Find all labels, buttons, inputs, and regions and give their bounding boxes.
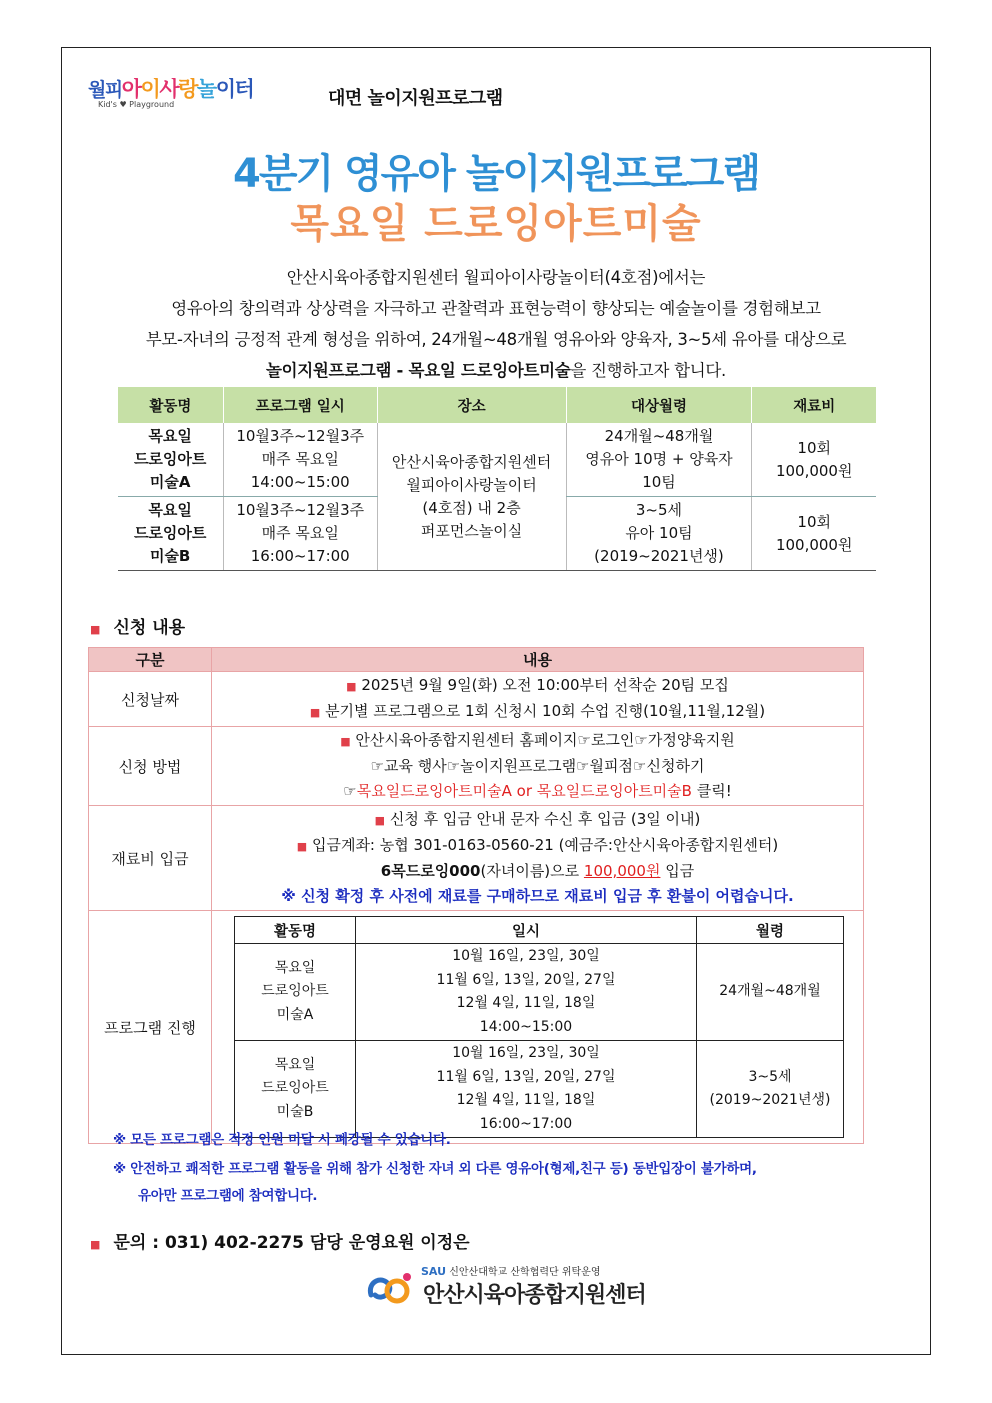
square-bullet-icon: ■ bbox=[90, 1238, 101, 1251]
content-line bbox=[213, 833, 862, 859]
cell-line: (2019~2021년생) bbox=[709, 1092, 831, 1108]
table-row bbox=[118, 423, 877, 497]
cell-line: 드로잉아트 bbox=[133, 524, 207, 542]
square-bullet-icon: ■ bbox=[309, 706, 321, 719]
cell-line: 미술B bbox=[276, 1103, 314, 1120]
content-text: 입금계좌: 농협 301-0163-0560-21 (예금주:안산시육아종합지원센터) bbox=[311, 836, 779, 854]
col-header: 구분 bbox=[89, 648, 212, 672]
square-bullet-icon: ■ bbox=[340, 735, 351, 748]
intro-line bbox=[100, 355, 892, 386]
cell-line: 미술B bbox=[149, 547, 191, 565]
cell-line: 10회 bbox=[797, 512, 831, 531]
content-line: ☞교육 행사☞놀이지원프로그램☞월피점☞신청하기 bbox=[370, 757, 705, 775]
content-text: (자녀이름)으로 bbox=[480, 862, 584, 880]
cell-line: 10월3주~12월3주 bbox=[236, 501, 365, 519]
schedule-dates bbox=[356, 944, 697, 1041]
cell-line: 16:00~17:00 bbox=[479, 1115, 573, 1132]
intro-line: 부모-자녀의 긍정적 관계 형성을 위하여, 24개월~48개월 영유아와 양육자, 3~5세 유아를 대상으로 bbox=[145, 330, 847, 349]
cell-line: 11월 6일, 13일, 20일, 27일 bbox=[436, 1068, 616, 1085]
cell-line: 10회 bbox=[797, 438, 831, 457]
cell-line: 매주 목요일 bbox=[261, 450, 339, 468]
header-subtitle: 대면 놀이지원프로그램 bbox=[328, 88, 503, 109]
note-cancel: ※ 모든 프로그램은 적정 인원 미달 시 폐강될 수 있습니다. bbox=[113, 1132, 451, 1148]
row-label: 신청 방법 bbox=[89, 727, 212, 806]
program-link-text[interactable]: 목요일드로잉아트미술A or 목요일드로잉아트미술B bbox=[356, 782, 692, 800]
col-header: 활동명 bbox=[235, 917, 356, 944]
table-row bbox=[235, 944, 844, 1041]
cell-line: 영유아 10명 + 양육자 bbox=[585, 450, 733, 468]
table-row bbox=[89, 806, 864, 911]
cell-line: 3~5세 bbox=[748, 1068, 792, 1085]
content-line bbox=[213, 859, 862, 884]
cell-line: 100,000원 bbox=[775, 461, 853, 480]
cell-line: 11월 6일, 13일, 20일, 27일 bbox=[436, 971, 616, 988]
note-companion-cont: 유아만 프로그램에 참여합니다. bbox=[138, 1188, 318, 1204]
apply-fee-content bbox=[212, 806, 864, 911]
content-line bbox=[213, 673, 862, 699]
cell-line: 목요일 bbox=[148, 501, 192, 519]
intro-paragraph bbox=[100, 262, 892, 386]
table-row bbox=[235, 1041, 844, 1138]
cell-line: 3~5세 bbox=[635, 501, 683, 519]
schedule-age bbox=[697, 944, 844, 1041]
svg-text:월피아이사랑놀이터: 월피아이사랑놀이터 bbox=[88, 78, 254, 100]
content-text: 분기별 프로그램으로 1회 신청시 10회 수업 진행(10월,11월,12월) bbox=[325, 702, 766, 720]
cell-line: 유아 10팀 bbox=[625, 524, 693, 542]
cell-line: 매주 목요일 bbox=[261, 524, 339, 542]
cell-line: (4호점) 내 2층 bbox=[422, 498, 521, 517]
cell-line: 목요일 bbox=[274, 959, 316, 976]
contact-text: 문의 : 031) 402-2275 담당 운영요원 이정은 bbox=[113, 1233, 470, 1253]
intro-line: 영유아의 창의력과 상상력을 자극하고 관찰력과 표현능력이 향상되는 예술놀이를 경험해보고 bbox=[171, 299, 821, 318]
content-text: 2025년 9월 9일(화) 오전 10:00부터 선착순 20팀 모집 bbox=[361, 676, 729, 694]
content-line bbox=[213, 807, 862, 833]
intro-highlight: 놀이지원프로그램 - 목요일 드로잉아트미술 bbox=[266, 361, 571, 380]
cell-line: 10월3주~12월3주 bbox=[236, 427, 365, 445]
cell-line: 16:00~17:00 bbox=[250, 547, 350, 565]
col-header: 일시 bbox=[356, 917, 697, 944]
hand-pointer-icon: ☞ bbox=[343, 782, 357, 800]
cell-line: 퍼포먼스놀이실 bbox=[420, 521, 523, 540]
square-bullet-icon: ■ bbox=[90, 623, 101, 636]
row-label: 재료비 입금 bbox=[89, 806, 212, 911]
intro-line-end: 을 진행하고자 합니다. bbox=[570, 361, 726, 380]
table-header-row bbox=[89, 648, 864, 672]
cell-line: 12월 4일, 11일, 18일 bbox=[456, 995, 596, 1011]
table-row bbox=[89, 727, 864, 806]
schedule-name bbox=[235, 1041, 356, 1138]
sau-mark: SAU bbox=[421, 1265, 447, 1278]
note-companion: ※ 안전하고 쾌적한 프로그램 활동을 위해 참가 신청한 자녀 외 다른 영유아(형제,친구 등) 동반입장이 불가하며, bbox=[113, 1161, 757, 1177]
col-header: 월령 bbox=[697, 917, 844, 944]
refund-warning: ※ 신청 확정 후 사전에 재료를 구매하므로 재료비 입금 후 환불이 어렵습니다. bbox=[281, 887, 794, 905]
col-header: 내용 bbox=[212, 648, 864, 672]
cell-line: 24개월~48개월 bbox=[719, 983, 821, 1000]
cell-line: 월피아이사랑놀이터 bbox=[406, 475, 537, 494]
cell-line: 목요일 bbox=[148, 427, 192, 445]
cell-line: 10팀 bbox=[642, 473, 676, 491]
logo-text-graphic bbox=[88, 78, 318, 100]
logo-subtext: Kid's ♥ Playground bbox=[98, 100, 175, 109]
contact-line bbox=[90, 1228, 470, 1253]
intro-line: 안산시육아종합지원센터 월피아이사랑놀이터(4호점)에서는 bbox=[286, 268, 706, 287]
program-name bbox=[118, 423, 224, 497]
cell-line: 10월 16일, 23일, 30일 bbox=[452, 1045, 600, 1061]
schedule-age bbox=[697, 1041, 844, 1138]
program-title: 목요일 드로잉아트미술 bbox=[290, 201, 702, 247]
apply-progress-content bbox=[212, 911, 864, 1144]
center-name: 안산시육아종합지원센터 bbox=[423, 1283, 646, 1308]
cell-line: 드로잉아트 bbox=[261, 1080, 329, 1097]
operator-line bbox=[421, 1263, 600, 1278]
program-fee bbox=[752, 497, 876, 571]
square-bullet-icon: ■ bbox=[346, 680, 357, 693]
content-text: 입금 bbox=[660, 862, 695, 880]
apply-table bbox=[88, 647, 864, 1144]
content-text: 신청 후 입금 안내 문자 수신 후 입금 (3일 이내) bbox=[389, 810, 701, 828]
table-row bbox=[89, 911, 864, 1144]
cell-line: (2019~2021년생) bbox=[594, 547, 724, 565]
cell-line: 10월 16일, 23일, 30일 bbox=[452, 948, 600, 964]
content-text: 클릭! bbox=[691, 782, 732, 800]
operator-text: 신안산대학교 산학협력단 위탁운영 bbox=[449, 1267, 601, 1278]
col-header: 대상월령 bbox=[566, 387, 752, 423]
apply-date-content bbox=[212, 672, 864, 727]
cell-line: 미술A bbox=[149, 473, 191, 491]
content-text: 안산시육아종합지원센터 홈페이지☞로그인☞가정양육지원 bbox=[355, 731, 735, 749]
cell-line: 미술A bbox=[276, 1006, 314, 1023]
table-header-row bbox=[235, 917, 844, 944]
cell-line: 24개월~48개월 bbox=[604, 427, 714, 445]
section-title: 신청 내용 bbox=[113, 618, 186, 638]
table-header-row bbox=[118, 387, 877, 423]
deposit-name-code: 6목드로잉000 bbox=[380, 862, 481, 880]
center-logo bbox=[363, 1263, 646, 1311]
program-name bbox=[118, 497, 224, 571]
content-line bbox=[213, 699, 862, 725]
center-emblem-icon bbox=[363, 1265, 413, 1309]
schedule-name bbox=[235, 944, 356, 1041]
cell-line: 14:00~15:00 bbox=[479, 1018, 573, 1035]
program-place bbox=[377, 423, 566, 571]
program-date bbox=[223, 423, 377, 497]
table-row bbox=[89, 672, 864, 727]
col-header: 재료비 bbox=[752, 387, 876, 423]
square-bullet-icon: ■ bbox=[296, 840, 308, 853]
program-age bbox=[566, 497, 752, 571]
schedule-table bbox=[234, 916, 844, 1138]
content-line bbox=[213, 728, 862, 754]
col-header: 장소 bbox=[377, 387, 566, 423]
program-age bbox=[566, 423, 752, 497]
program-table bbox=[117, 387, 876, 571]
cell-line: 안산시육아종합지원센터 bbox=[391, 452, 552, 471]
program-date bbox=[223, 497, 377, 571]
main-title: 4분기 영유아 놀이지원프로그램 bbox=[232, 151, 759, 197]
cell-line: 14:00~15:00 bbox=[250, 473, 350, 491]
cell-line: 목요일 bbox=[274, 1056, 316, 1073]
cell-line: 드로잉아트 bbox=[261, 983, 329, 1000]
program-fee bbox=[752, 423, 876, 497]
apply-method-content bbox=[212, 727, 864, 806]
cell-line: 100,000원 bbox=[775, 535, 853, 554]
cell-line: 12월 4일, 11일, 18일 bbox=[456, 1092, 596, 1108]
apply-section-heading bbox=[90, 613, 185, 638]
row-label: 신청날짜 bbox=[89, 672, 212, 727]
col-header: 활동명 bbox=[118, 387, 224, 423]
content-line bbox=[213, 779, 862, 804]
cell-line: 드로잉아트 bbox=[133, 450, 207, 468]
fee-amount: 100,000원 bbox=[583, 862, 661, 880]
schedule-dates bbox=[356, 1041, 697, 1138]
square-bullet-icon: ■ bbox=[374, 814, 386, 827]
col-header: 프로그램 일시 bbox=[223, 387, 377, 423]
playground-logo bbox=[88, 78, 318, 112]
row-label: 프로그램 진행 bbox=[89, 911, 212, 1144]
